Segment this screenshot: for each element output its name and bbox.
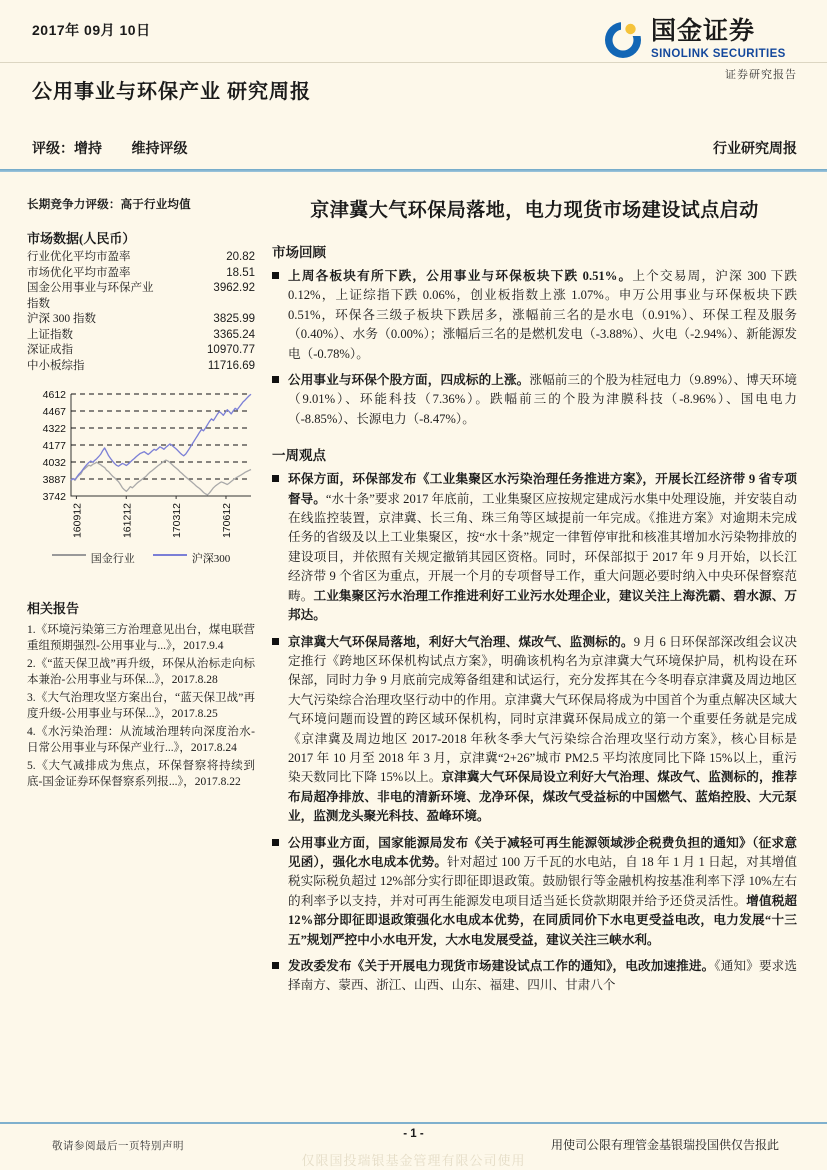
- main-content: [272, 196, 797, 1003]
- legend-swatch-gray: [52, 554, 86, 556]
- page-header: [0, 0, 827, 172]
- rating-row: [32, 138, 188, 158]
- market-row-label: 市场优化平均市盈率: [27, 266, 131, 279]
- bullet-square-icon: [272, 834, 288, 950]
- chart-legend: [27, 550, 255, 566]
- bullet-tail: 增值税超 12%部分即征即退政策强化水电成本优势，在同质同价下水电更受益电改，电力发展“十三五”规划严控中小水电开发，大水电发展受益，建议关注三峡水利。: [288, 893, 798, 947]
- logo-subtitle: 证券研究报告: [725, 69, 797, 81]
- company-logo: [603, 18, 799, 80]
- bullet-item: [272, 957, 797, 996]
- chart-canvas: [27, 388, 255, 548]
- report-kind: 行业研究周报: [713, 142, 797, 157]
- bullet-body: “水十条”要求 2017 年底前，工业集聚区应按规定建成污水集中处理设施，并安装自动在线监控装置，京津冀、长三角、珠三角等区域提前一年完成。《推进方案》对逾期未完成任务的省级及以上工业集聚区，按“水十条”规定一律暂停审批和核准其增加水污染物排放的建设项目，并依照有关规定撤销其园区资格。同时，环保部拟于 2017 年 9 月开始，以长江经济带 9 个省区为重点，开展一个月的专项督导工作，重大问题必要时纳入中央环保督察范畴。: [288, 491, 797, 603]
- market-row-value: 18.51: [226, 266, 255, 279]
- bullet-tail: 工业集聚区污水治理工作推进利好工业污水处理企业，建议关注上海洗霸、碧水源、万邦达。: [288, 588, 798, 623]
- index-performance-chart: [27, 388, 255, 578]
- table-row: [27, 266, 255, 282]
- market-row-value: 11716.69: [207, 359, 255, 372]
- sinolink-logo-icon: [603, 20, 643, 60]
- table-row: [27, 359, 255, 375]
- section-heading-market-review: 市场回顾: [272, 245, 326, 260]
- table-row: [27, 281, 255, 312]
- market-row-value: 20.82: [226, 251, 255, 263]
- table-row: [27, 312, 255, 328]
- market-row-value: 10970.77: [207, 344, 255, 356]
- bullet-text: [288, 371, 797, 429]
- bullet-text: [288, 267, 797, 364]
- list-item[interactable]: 2.《“蓝天保卫战”再升级，环保从治标走向标本兼治-公用事业与环保...》，2017.8.28: [27, 658, 255, 686]
- bullet-item: [272, 633, 797, 827]
- bullet-item: [272, 834, 797, 950]
- bullet-square-icon: [272, 267, 288, 364]
- page-watermark: 仅限国投瑞银基金管理有限公司使用: [301, 1153, 526, 1168]
- bullet-lead: 京津冀大气环保局落地，利好大气治理、煤改气、监测标的。: [288, 634, 634, 649]
- logo-chinese-name: 国金证券: [651, 18, 756, 45]
- footer-divider: [0, 1122, 827, 1124]
- bullet-item: [272, 371, 797, 429]
- legend-swatch-blue: [153, 554, 187, 556]
- footer-disclaimer: 敬请参阅最后一页特别声明: [52, 1141, 184, 1152]
- bullet-lead: 发改委发布《关于开展电力现货市场建设试点工作的通知》，电改加速推进。: [288, 959, 715, 973]
- bullet-text: [288, 633, 797, 827]
- report-series-title: 公用事业与环保产业 研究周报: [32, 81, 311, 103]
- table-row: [27, 250, 255, 266]
- market-row-label: 沪深 300 指数: [27, 313, 96, 325]
- bullet-body: 涨幅前三的个股为桂冠电力（9.89%）、博天环境（9.01%）、环能科技（7.36%）。跌幅前三的个股为津膜科技（-8.96%）、国电电力（-8.85%）、长源电力（-8.47%）。: [288, 373, 798, 426]
- bullet-square-icon: [272, 371, 288, 429]
- page-title: 京津冀大气环保局落地，电力现货市场建设试点启动: [310, 200, 759, 221]
- svg-text:4322: 4322: [42, 423, 66, 435]
- bullet-lead: 环保方面，环保部发布《工业集聚区水污染治理任务推进方案》，开展长江经济带 9 省专项督导。: [288, 472, 797, 506]
- list-item[interactable]: 4.《水污染治理：从流域治理转向深度治水-日常公用事业与环保产业行...》，2017.8.24: [27, 726, 255, 754]
- bullet-square-icon: [272, 957, 288, 996]
- list-item[interactable]: 5.《大气减排成为焦点，环保督察将持续到底-国金证券环保督察系列报...》，2017.8.22: [27, 760, 255, 788]
- legend-item-industry: [52, 550, 135, 566]
- bullet-body: 9 月 6 日环保部深改组会议决定推行《跨地区环保机构试点方案》，明确该机构名为京津冀大气环境保护局，机构设在环保部，同时力争 9 月底前完成筹备组建和试运行，充分发挥其在今冬明春京津冀及周边地区大气污染综合治理攻坚行动中的作用。京津冀大气环保局将成为中国首个为重点解决区域大气环境问题而设置的跨区域环保机构，同时京津冀环保局成立的第一个重要任务就是完成《京津冀及周边地区 2017-2018 年秋冬季大气污染综合治理攻坚行动方案》，核心目标是 2017 年 10 月至 2018 年 3 月，京津冀“2+26”城市 PM2.5 平均浓度同比下降 15%以上，重污染天数同比下降 15%以上。: [288, 634, 798, 785]
- bullet-item: [272, 267, 797, 364]
- svg-text:170312: 170312: [171, 503, 184, 539]
- related-reports-heading: 相关报告: [27, 601, 80, 616]
- bullet-text: [288, 834, 797, 950]
- legend-item-hs300: [153, 550, 231, 566]
- bullet-square-icon: [272, 470, 288, 625]
- competitiveness-rating: 长期竞争力评级：高于行业均值: [27, 199, 191, 211]
- svg-text:3887: 3887: [42, 474, 66, 486]
- header-divider-blue: [0, 169, 827, 172]
- market-data-heading: 市场数据(人民币）: [27, 231, 136, 246]
- market-row-label: 行业优化平均市盈率: [27, 251, 131, 263]
- bullet-text: [288, 957, 797, 996]
- bullet-square-icon: [272, 633, 288, 827]
- list-item[interactable]: 3.《大气治理攻坚方案出台，“蓝天保卫战”再度升级-公用事业与环保...》，2017.8.25: [27, 692, 255, 720]
- bullet-body: 上个交易周，沪深 300 下跌 0.12%，上证综指下跌 0.06%，创业板指数上涨 1.07%。申万公用事业与环保板块下跌 0.51%，环保各三级子板块下跌居多，涨幅前三名的是水电（0.91%）、环保工程及服务（0.40%）、水务（0.00%）；涨幅后三名的是燃机发电（-3.88%）、火电（-2.94%）、新能源发电（-0.78%）。: [288, 269, 798, 361]
- svg-text:170612: 170612: [220, 503, 233, 539]
- bullet-body: 针对超过 100 万千瓦的水电站，自 18 年 1 月 1 日起，对其增值税实际税负超过 12%部分实行即征即退政策。鼓励银行等金融机构按基准利率下浮 10%左右的利率予以支持，并对可再生能源发电项目适当延长贷款期限并给予还贷灵活性。: [288, 854, 797, 908]
- bullet-text: [288, 470, 797, 625]
- report-date: 2017年 09月 10日: [32, 22, 151, 38]
- bullet-lead: 公用事业方面，国家能源局发布《关于减轻可再生能源领域涉企税费负担的通知》（征求意见函），强化水电成本优势。: [288, 835, 797, 869]
- sidebar: [27, 196, 255, 792]
- market-row-value: 3962.92: [213, 282, 255, 294]
- header-divider-thin: [0, 62, 827, 63]
- svg-text:3742: 3742: [42, 491, 66, 503]
- bullet-item: [272, 470, 797, 625]
- legend-label: 国金行业: [90, 553, 135, 565]
- svg-text:4177: 4177: [42, 440, 66, 452]
- bullet-lead: 上周各板块有所下跌，公用事业与环保板块下跌 0.51%。: [288, 269, 633, 283]
- page-number: - 1 -: [403, 1128, 424, 1140]
- svg-text:160912: 160912: [71, 503, 84, 539]
- svg-text:4032: 4032: [42, 457, 66, 469]
- bullet-lead: 公用事业与环保个股方面，四成标的上涨。: [288, 373, 530, 388]
- market-data-table: [27, 250, 255, 374]
- bullet-tail: 京津冀大气环保局设立利好大气治理、煤改气、监测标的，推荐布局超净排放、非电的清新环境、龙净环保，煤改气受益标的中国燃气、蓝焰控股、大元泵业，监测龙头聚光科技、盈峰环境。: [288, 770, 798, 824]
- logo-english-name: SINOLINK SECURITIES: [651, 48, 786, 60]
- rating-note: 维持评级: [131, 142, 188, 157]
- list-item[interactable]: 1.《环境污染第三方治理意见出台，煤电联营重组预期强烈-公用事业与...》，2017.9.4: [27, 624, 255, 652]
- market-row-value: 3825.99: [213, 313, 255, 325]
- bullet-body: 《通知》要求选择南方、蒙西、浙江、山西、山东、福建、四川、甘肃八个: [288, 959, 798, 993]
- market-row-value: 3365.24: [213, 328, 255, 341]
- footer-usage-note: 用使司公限有理管金基银瑞投国供仅告报此: [550, 1138, 779, 1152]
- table-row: [27, 343, 255, 359]
- market-row-label: 上证指数: [27, 328, 73, 341]
- table-row: [27, 328, 255, 344]
- svg-text:4467: 4467: [42, 406, 66, 418]
- market-row-label: 深证成指: [27, 344, 73, 356]
- market-row-label: 国金公用事业与环保产业指数: [27, 282, 154, 310]
- svg-text:161212: 161212: [121, 503, 134, 539]
- section-heading-weekly-view: 一周观点: [272, 448, 326, 464]
- svg-text:4612: 4612: [42, 389, 66, 401]
- market-row-label: 中小板综指: [27, 359, 85, 372]
- legend-label: 沪深300: [191, 553, 231, 565]
- rating-value: 评级：增持: [32, 142, 102, 157]
